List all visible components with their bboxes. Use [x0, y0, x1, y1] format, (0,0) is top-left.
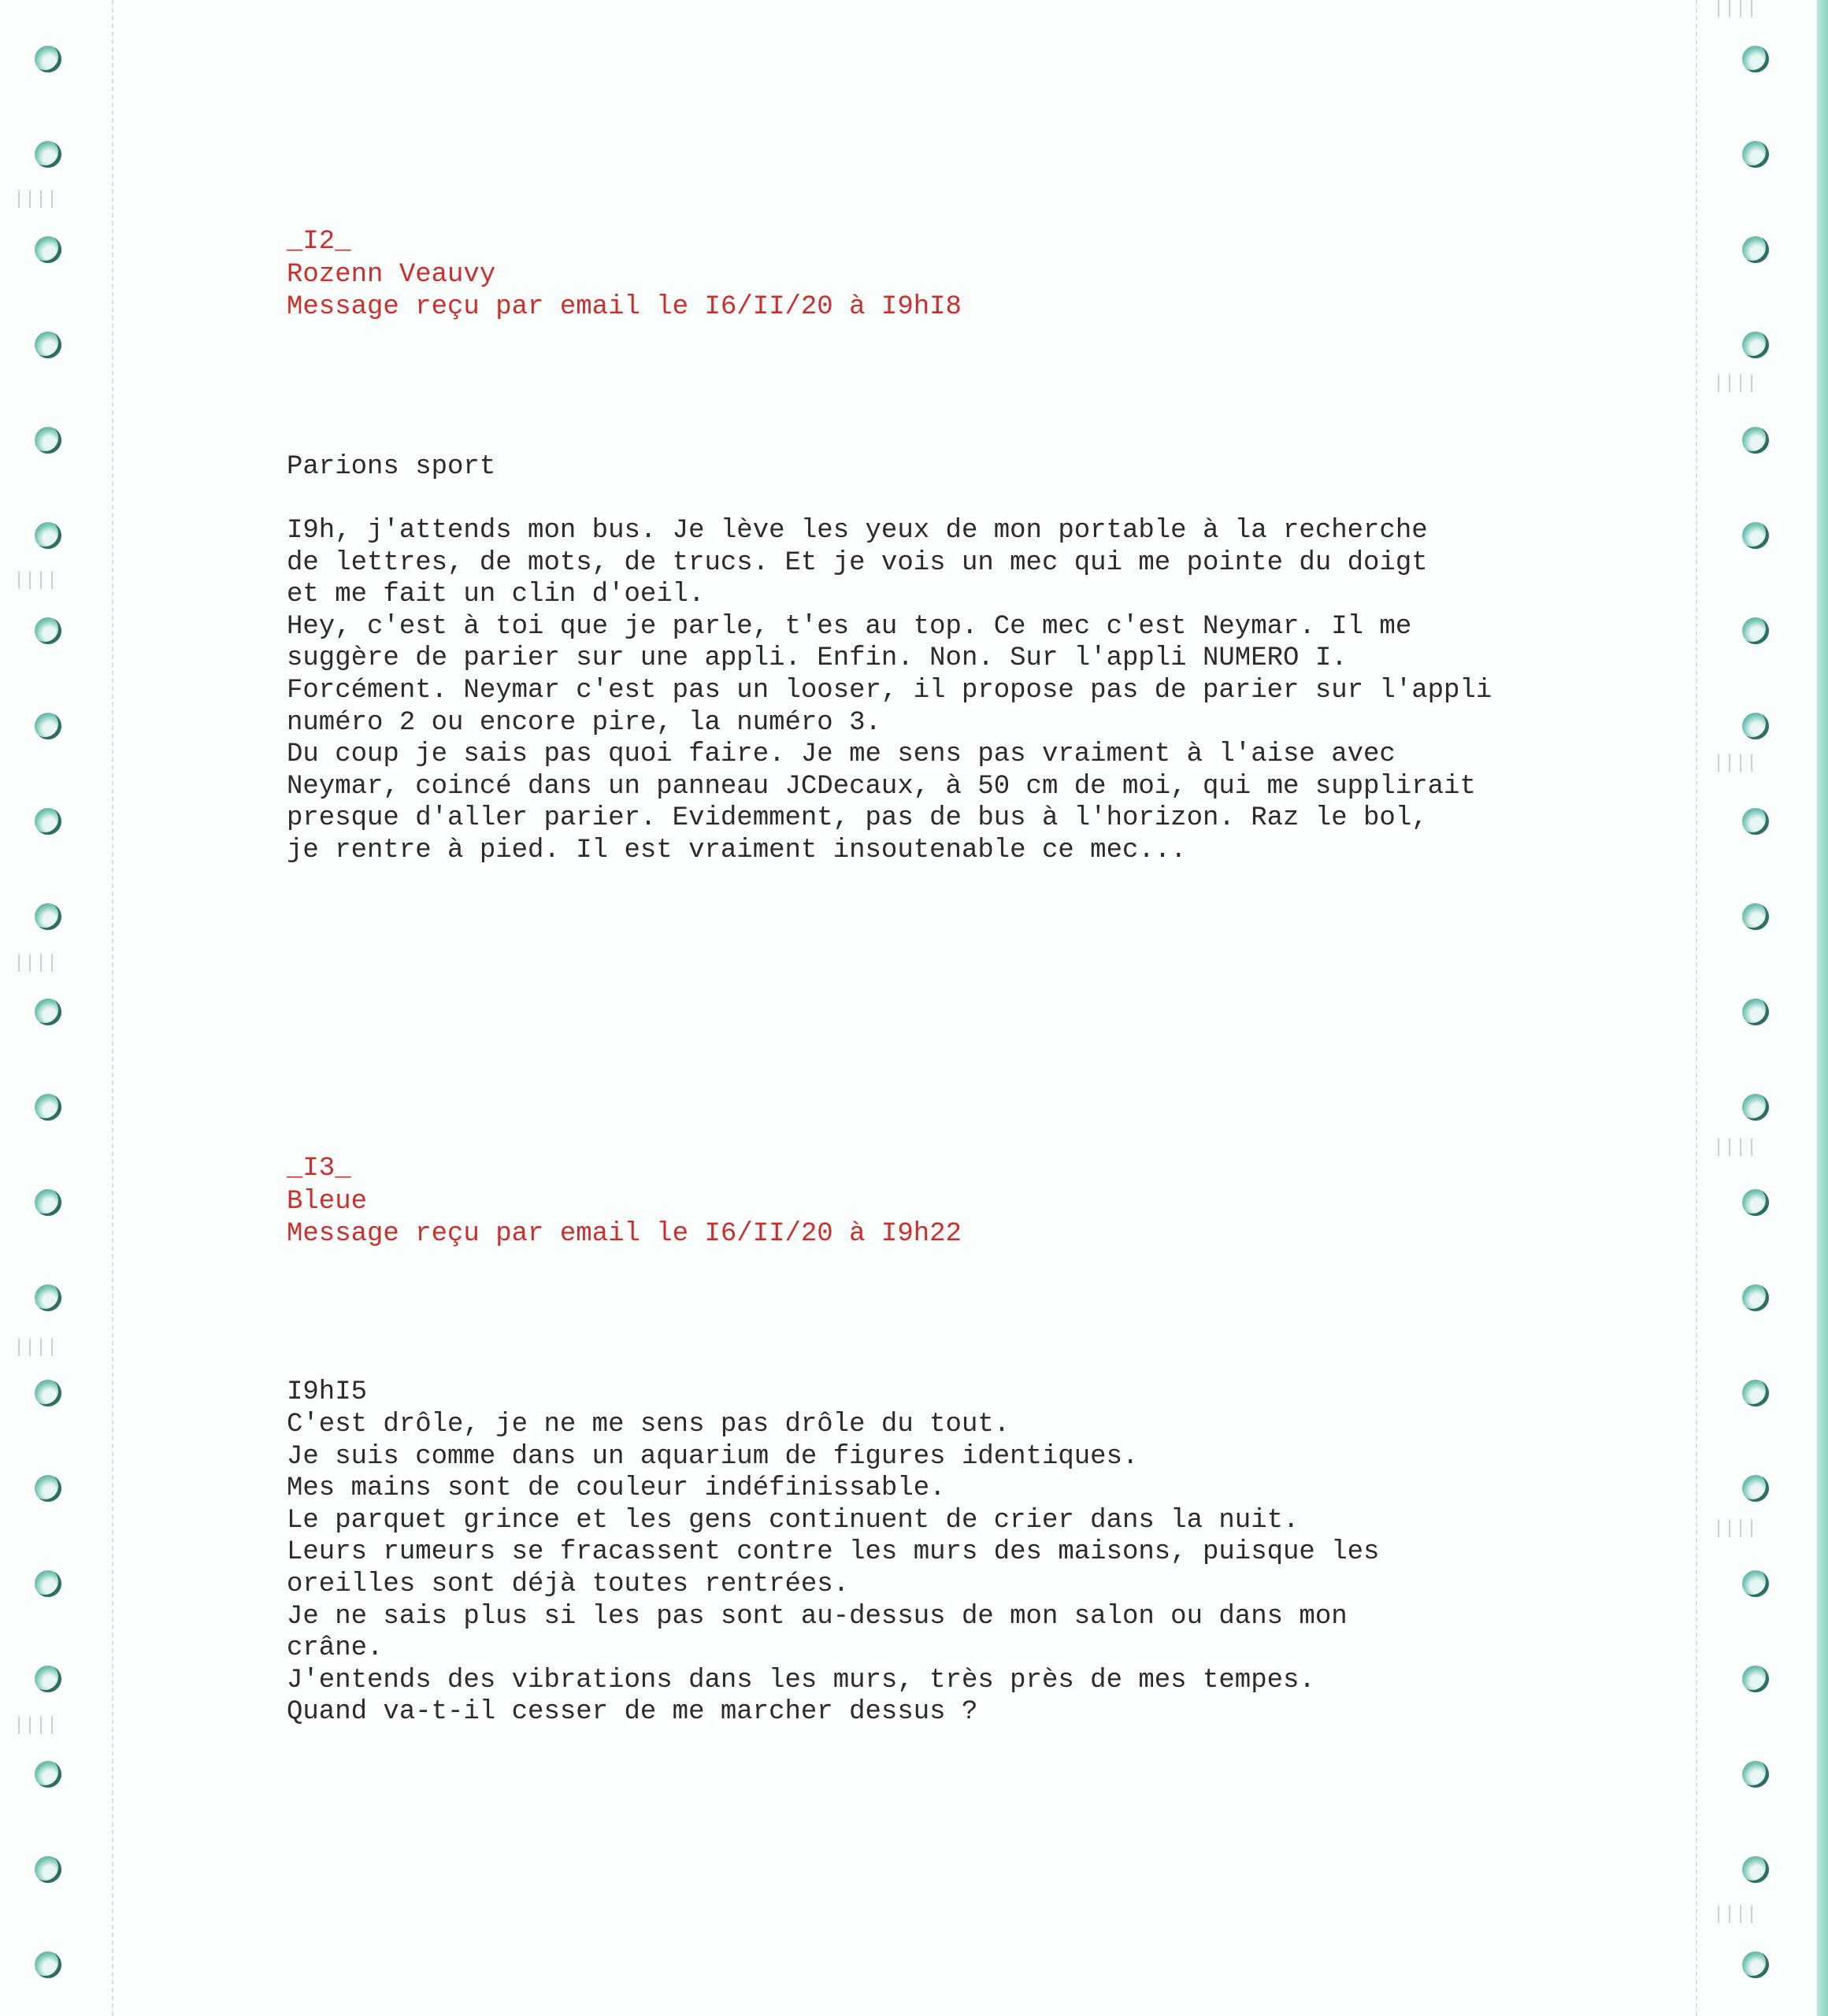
sprocket-hole: [35, 1666, 61, 1692]
body-line: crâne.: [287, 1633, 384, 1664]
sprocket-hole: [35, 1094, 61, 1121]
sprocket-hole: [1742, 713, 1769, 739]
perforation-mark: ││││: [14, 1339, 59, 1357]
sprocket-hole: [35, 1189, 61, 1216]
sprocket-hole: [35, 46, 61, 72]
sprocket-hole: [1742, 999, 1769, 1025]
perforation-mark: ││││: [14, 1717, 59, 1735]
sprocket-hole: [1742, 1570, 1769, 1597]
sprocket-hole: [1742, 236, 1769, 263]
sprocket-hole: [1742, 1951, 1769, 1978]
sprocket-hole: [35, 522, 61, 549]
body-line: oreilles sont déjà toutes rentrées.: [287, 1569, 850, 1599]
sprocket-hole: [1742, 808, 1769, 835]
entry-title: Parions sport: [287, 452, 496, 482]
body-line: numéro 2 ou encore pire, la numéro 3.: [287, 707, 881, 738]
body-line: Le parquet grince et les gens continuent de crier dans la nuit.: [287, 1505, 1300, 1536]
sprocket-hole: [1742, 1761, 1769, 1788]
sprocket-hole: [1742, 522, 1769, 549]
sprocket-hole: [35, 1570, 61, 1597]
body-line: et me fait un clin d'oeil.: [287, 580, 705, 610]
entry-received-date: Message reçu par email le I6/II/20 à I9hI8: [287, 292, 962, 322]
sprocket-hole: [35, 332, 61, 358]
sprocket-hole: [1742, 1666, 1769, 1692]
perforation-mark: ││││: [1714, 1520, 1759, 1538]
entry-time: I9hI5: [287, 1377, 368, 1407]
body-line: Du coup je sais pas quoi faire. Je me sens pas vraiment à l'aise avec: [287, 739, 1396, 770]
sprocket-hole: [35, 1951, 61, 1978]
sprocket-hole: [35, 999, 61, 1025]
sprocket-hole: [35, 1380, 61, 1406]
sprocket-hole: [1742, 1856, 1769, 1883]
perforation-mark: ││││: [14, 572, 59, 590]
entry-number: _I3_: [287, 1154, 351, 1184]
sprocket-hole: [1742, 1284, 1769, 1311]
sprocket-hole: [35, 808, 61, 835]
sprocket-hole: [1742, 332, 1769, 358]
body-line: Quand va-t-il cesser de me marcher dessus ?: [287, 1697, 978, 1728]
entry-number: _I2_: [287, 227, 351, 257]
body-line: de lettres, de mots, de trucs. Et je vois un mec qui me pointe du doigt: [287, 547, 1428, 578]
body-line: Neymar, coincé dans un panneau JCDecaux, à 50 cm de moi, qui me supplirait: [287, 771, 1476, 802]
sprocket-hole: [35, 1284, 61, 1311]
sprocket-hole: [35, 427, 61, 454]
perforation-mark: ││││: [14, 191, 59, 209]
body-line: Forcément. Neymar c'est pas un looser, il propose pas de parier sur l'appli: [287, 676, 1492, 706]
perforation-mark: ││││: [14, 954, 59, 973]
sprocket-hole: [35, 903, 61, 930]
sprocket-hole: [35, 1761, 61, 1788]
perforation-mark: ││││: [1714, 754, 1759, 773]
perforation-mark: ││││: [1714, 0, 1759, 18]
entry-received-date: Message reçu par email le I6/II/20 à I9h22: [287, 1219, 962, 1249]
sprocket-hole: [35, 141, 61, 168]
sprocket-hole: [35, 617, 61, 644]
sprocket-hole: [35, 1475, 61, 1502]
sprocket-hole: [35, 713, 61, 739]
sprocket-hole: [1742, 1380, 1769, 1406]
body-line: Hey, c'est à toi que je parle, t'es au top. Ce mec c'est Neymar. Il me: [287, 611, 1412, 642]
perforation-mark: ││││: [1714, 1906, 1759, 1924]
body-line: presque d'aller parier. Evidemment, pas de bus à l'horizon. Raz le bol,: [287, 803, 1428, 834]
body-line: Je ne sais plus si les pas sont au-dessus de mon salon ou dans mon: [287, 1601, 1348, 1632]
entry-author: Rozenn Veauvy: [287, 260, 496, 290]
sprocket-hole: [35, 1856, 61, 1883]
perforation-mark: ││││: [1714, 375, 1759, 393]
body-line: C'est drôle, je ne me sens pas drôle du tout.: [287, 1410, 1010, 1440]
body-line: suggère de parier sur une appli. Enfin. Non. Sur l'appli NUMERO I.: [287, 643, 1348, 674]
body-line: Je suis comme dans un aquarium de figures identiques.: [287, 1441, 1139, 1472]
sprocket-hole: [1742, 427, 1769, 454]
sprocket-hole: [1742, 903, 1769, 930]
body-line: Mes mains sont de couleur indéfinissable.: [287, 1473, 946, 1504]
body-line: I9h, j'attends mon bus. Je lève les yeux de mon portable à la recherche: [287, 516, 1428, 546]
right-tractor-strip-rule: [1696, 0, 1697, 2016]
sprocket-hole: [1742, 617, 1769, 644]
sprocket-hole: [35, 236, 61, 263]
right-paper-edge: [1817, 0, 1828, 2016]
perforation-mark: ││││: [1714, 1139, 1759, 1157]
sprocket-hole: [1742, 141, 1769, 168]
sprocket-hole: [1742, 46, 1769, 72]
entry-author: Bleue: [287, 1187, 368, 1217]
sprocket-hole: [1742, 1475, 1769, 1502]
body-line: Leurs rumeurs se fracassent contre les murs des maisons, puisque les: [287, 1537, 1380, 1568]
body-line: je rentre à pied. Il est vraiment insoutenable ce mec...: [287, 836, 1187, 865]
sprocket-hole: [1742, 1094, 1769, 1121]
body-line: J'entends des vibrations dans les murs, très près de mes tempes.: [287, 1665, 1315, 1695]
sprocket-hole: [1742, 1189, 1769, 1216]
left-tractor-strip-rule: [112, 0, 113, 2016]
